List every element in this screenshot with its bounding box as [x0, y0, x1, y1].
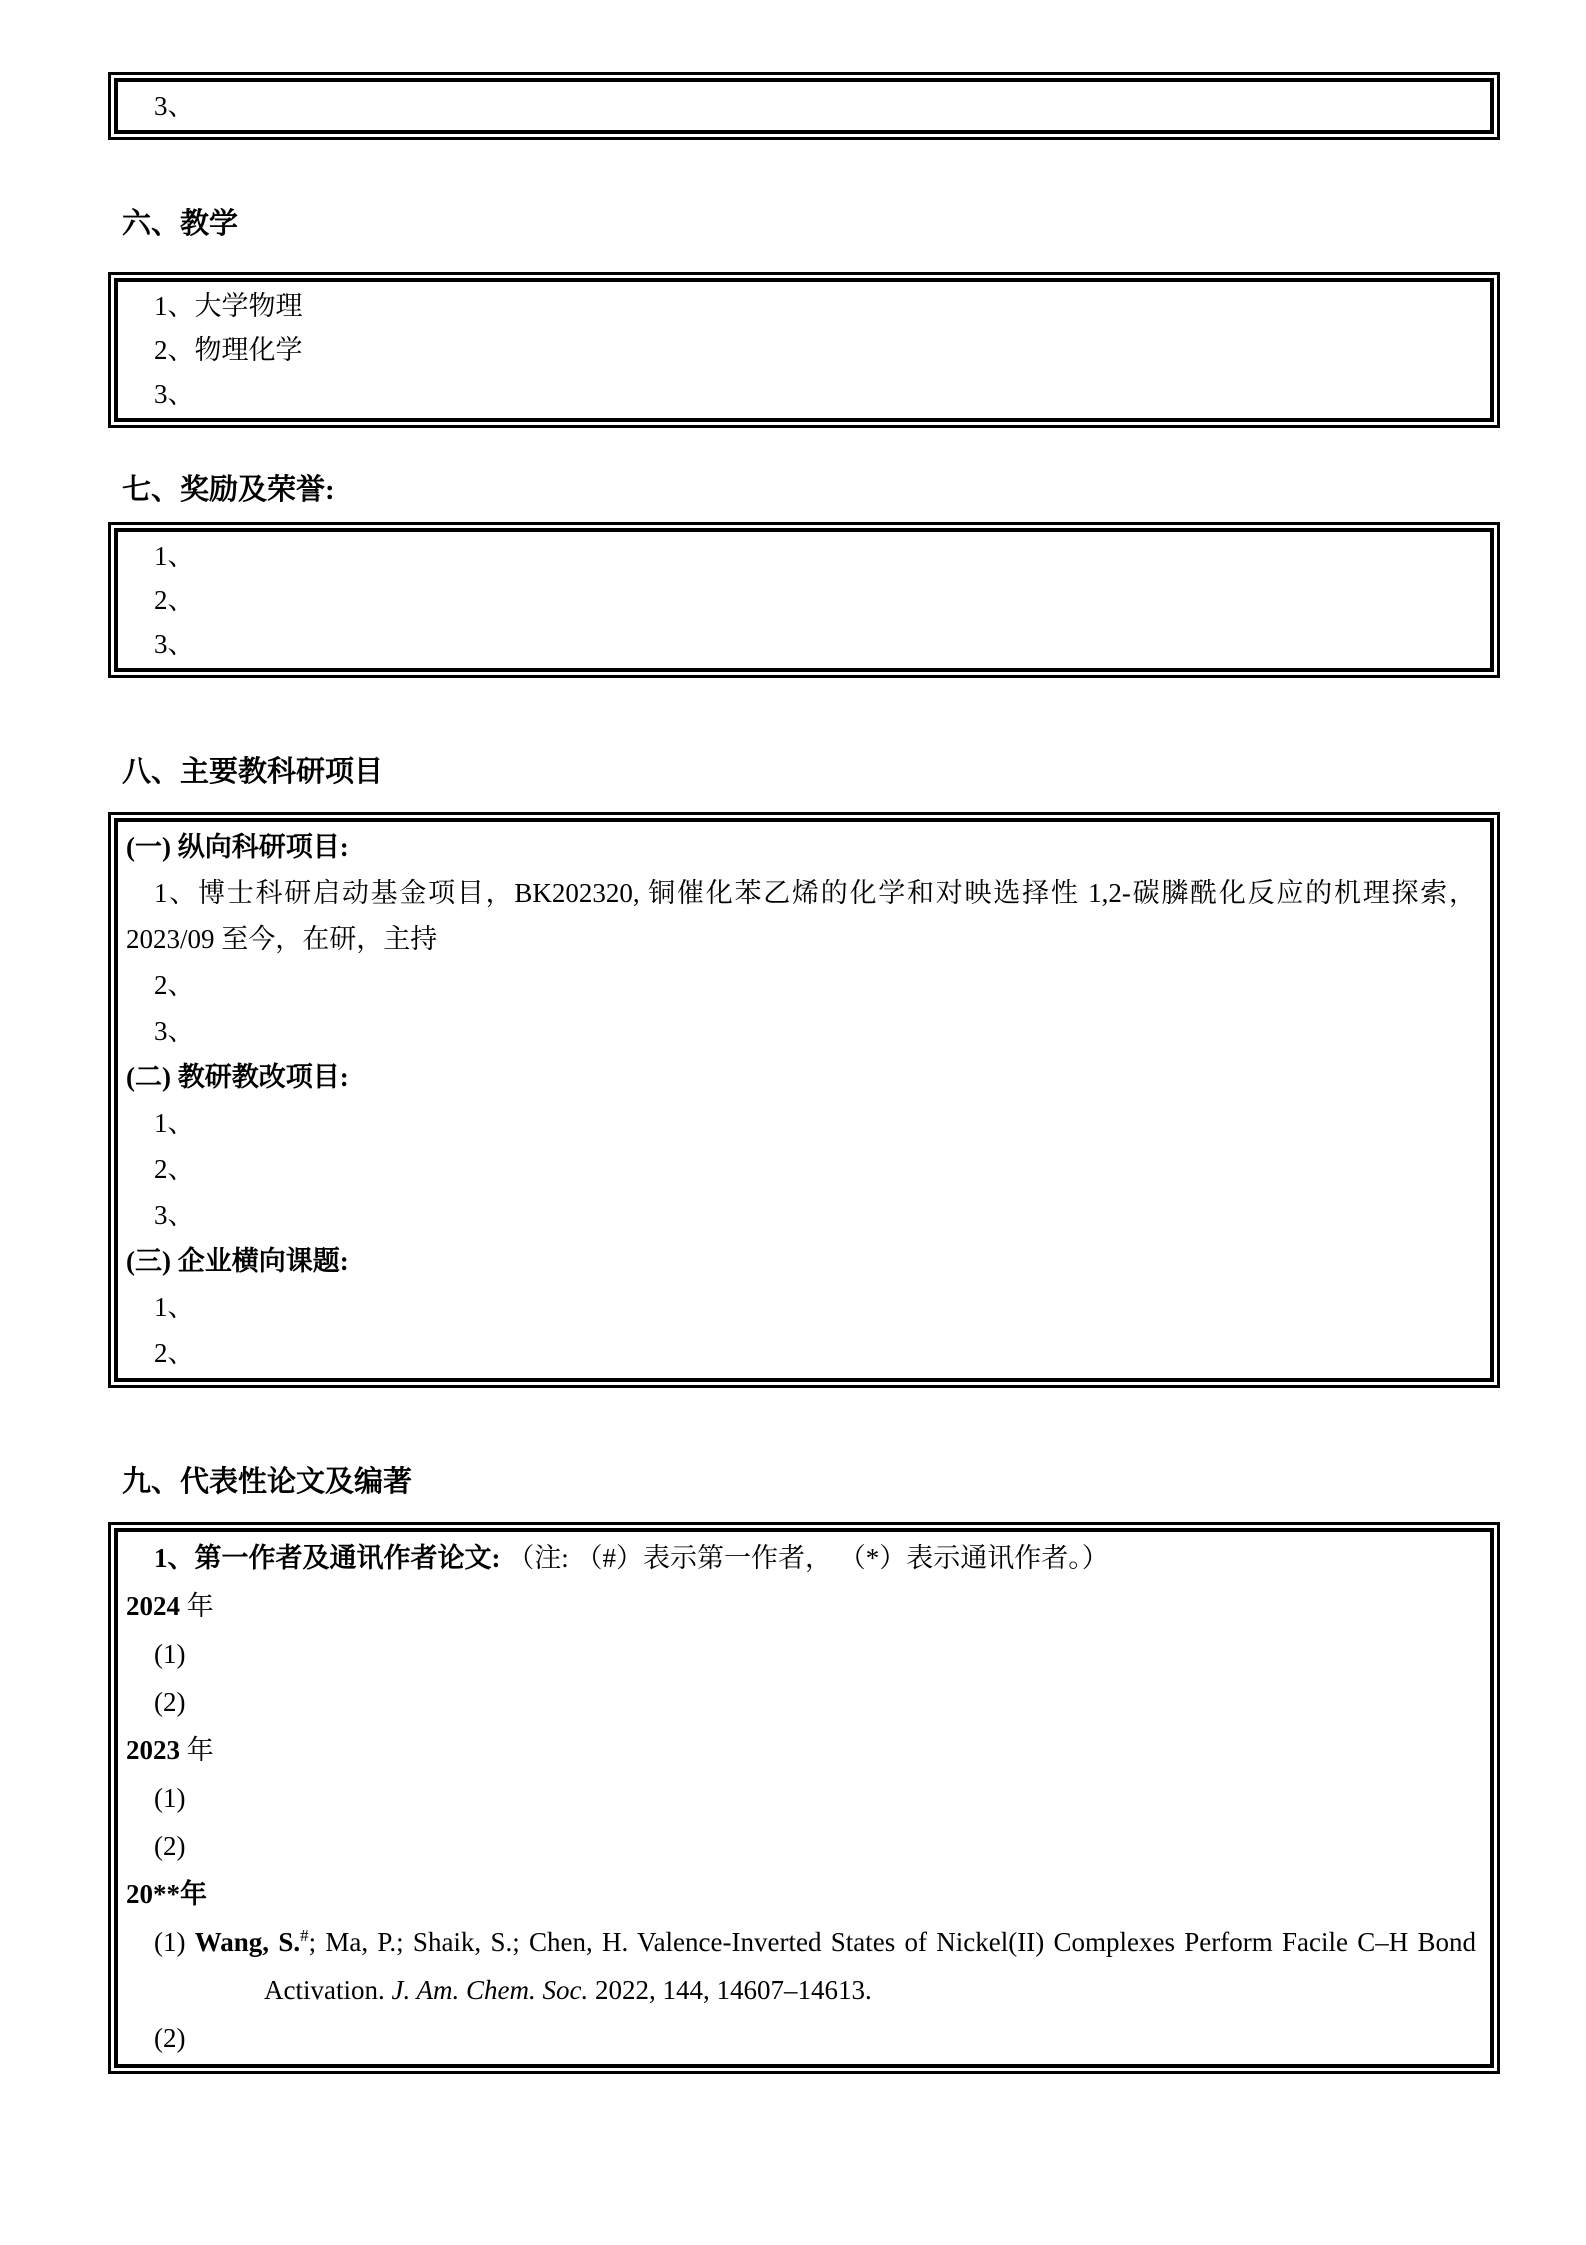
project-item: 1、	[154, 1108, 195, 1138]
citation-journal: J. Am. Chem. Soc.	[391, 1975, 589, 2005]
citation-first-author: Wang, S.	[194, 1927, 301, 1957]
papers-year-20xx	[126, 1870, 1476, 1918]
papers-box	[108, 1522, 1500, 2074]
awards-box	[108, 522, 1500, 678]
teaching-item: 3、	[154, 379, 195, 409]
teaching-box	[108, 272, 1500, 428]
citation-index: (1)	[154, 1927, 195, 1957]
section-heading-awards: 七、奖励及荣誉:	[122, 474, 335, 506]
section-heading-teaching: 六、教学	[122, 208, 239, 240]
papers-note-explanation: （注: （#）表示第一作者， （*）表示通讯作者。）	[500, 1543, 1109, 1573]
projects-box-inner	[114, 818, 1494, 1382]
project-item: 2、	[154, 1338, 195, 1368]
awards-item: 3、	[154, 629, 195, 659]
teaching-item: 1、大学物理	[154, 291, 303, 321]
project-item-funded: 1、博士科研启动基金项目，BK202320, 铜催化苯乙烯的化学和对映选择性 1,2-碳膦酰化反应的机理探索，2023/09 至今，在研，主持	[126, 878, 1476, 954]
project-item: 2、	[154, 1154, 195, 1184]
section-heading-papers: 九、代表性论文及编著	[122, 1466, 413, 1498]
top-box-item: 3、	[154, 91, 195, 121]
project-group-label-enterprise: (三) 企业横向课题:	[126, 1246, 349, 1276]
paper-entry: (2)	[154, 1687, 186, 1717]
paper-entry: (1)	[154, 1639, 186, 1669]
papers-year-2023	[126, 1726, 1476, 1774]
section-heading-projects: 八、主要教科研项目	[122, 756, 384, 788]
citation-entry	[126, 1918, 1476, 2014]
year-number: 2023	[126, 1735, 180, 1765]
awards-box-inner	[114, 528, 1494, 672]
project-item: 1、	[154, 1292, 195, 1322]
year-suffix: 年	[180, 1879, 207, 1909]
papers-box-inner	[114, 1528, 1494, 2068]
citation-body: ; Ma, P.; Shaik, S.; Chen, H. Valence-Inverted States of Nickel(II) Complexes Perform Facile C–H Bond Activation.	[264, 1927, 1477, 2005]
top-box-inner	[114, 78, 1494, 134]
awards-item: 2、	[154, 585, 195, 615]
teaching-item: 2、物理化学	[154, 335, 303, 365]
project-item: 2、	[154, 970, 195, 1000]
year-suffix: 年	[180, 1735, 214, 1765]
project-item: 3、	[154, 1200, 195, 1230]
year-number: 20**	[126, 1879, 180, 1909]
citation-first-author-mark: #	[300, 1926, 309, 1945]
year-suffix: 年	[180, 1591, 214, 1621]
papers-note	[126, 1534, 1476, 1582]
projects-box	[108, 812, 1500, 1388]
citation-volume-pages: 2022, 144, 14607–14613.	[588, 1975, 872, 2005]
top-box	[108, 72, 1500, 140]
teaching-box-inner	[114, 278, 1494, 422]
project-group-label-vertical: (一) 纵向科研项目:	[126, 832, 349, 862]
project-group-label-teaching-reform: (二) 教研教改项目:	[126, 1062, 349, 1092]
project-item: 3、	[154, 1016, 195, 1046]
paper-entry: (2)	[154, 2023, 186, 2053]
year-number: 2024	[126, 1591, 180, 1621]
papers-year-2024	[126, 1582, 1476, 1630]
papers-note-title: 1、第一作者及通讯作者论文:	[154, 1543, 501, 1573]
paper-entry: (2)	[154, 1831, 186, 1861]
paper-entry: (1)	[154, 1783, 186, 1813]
awards-item: 1、	[154, 541, 195, 571]
